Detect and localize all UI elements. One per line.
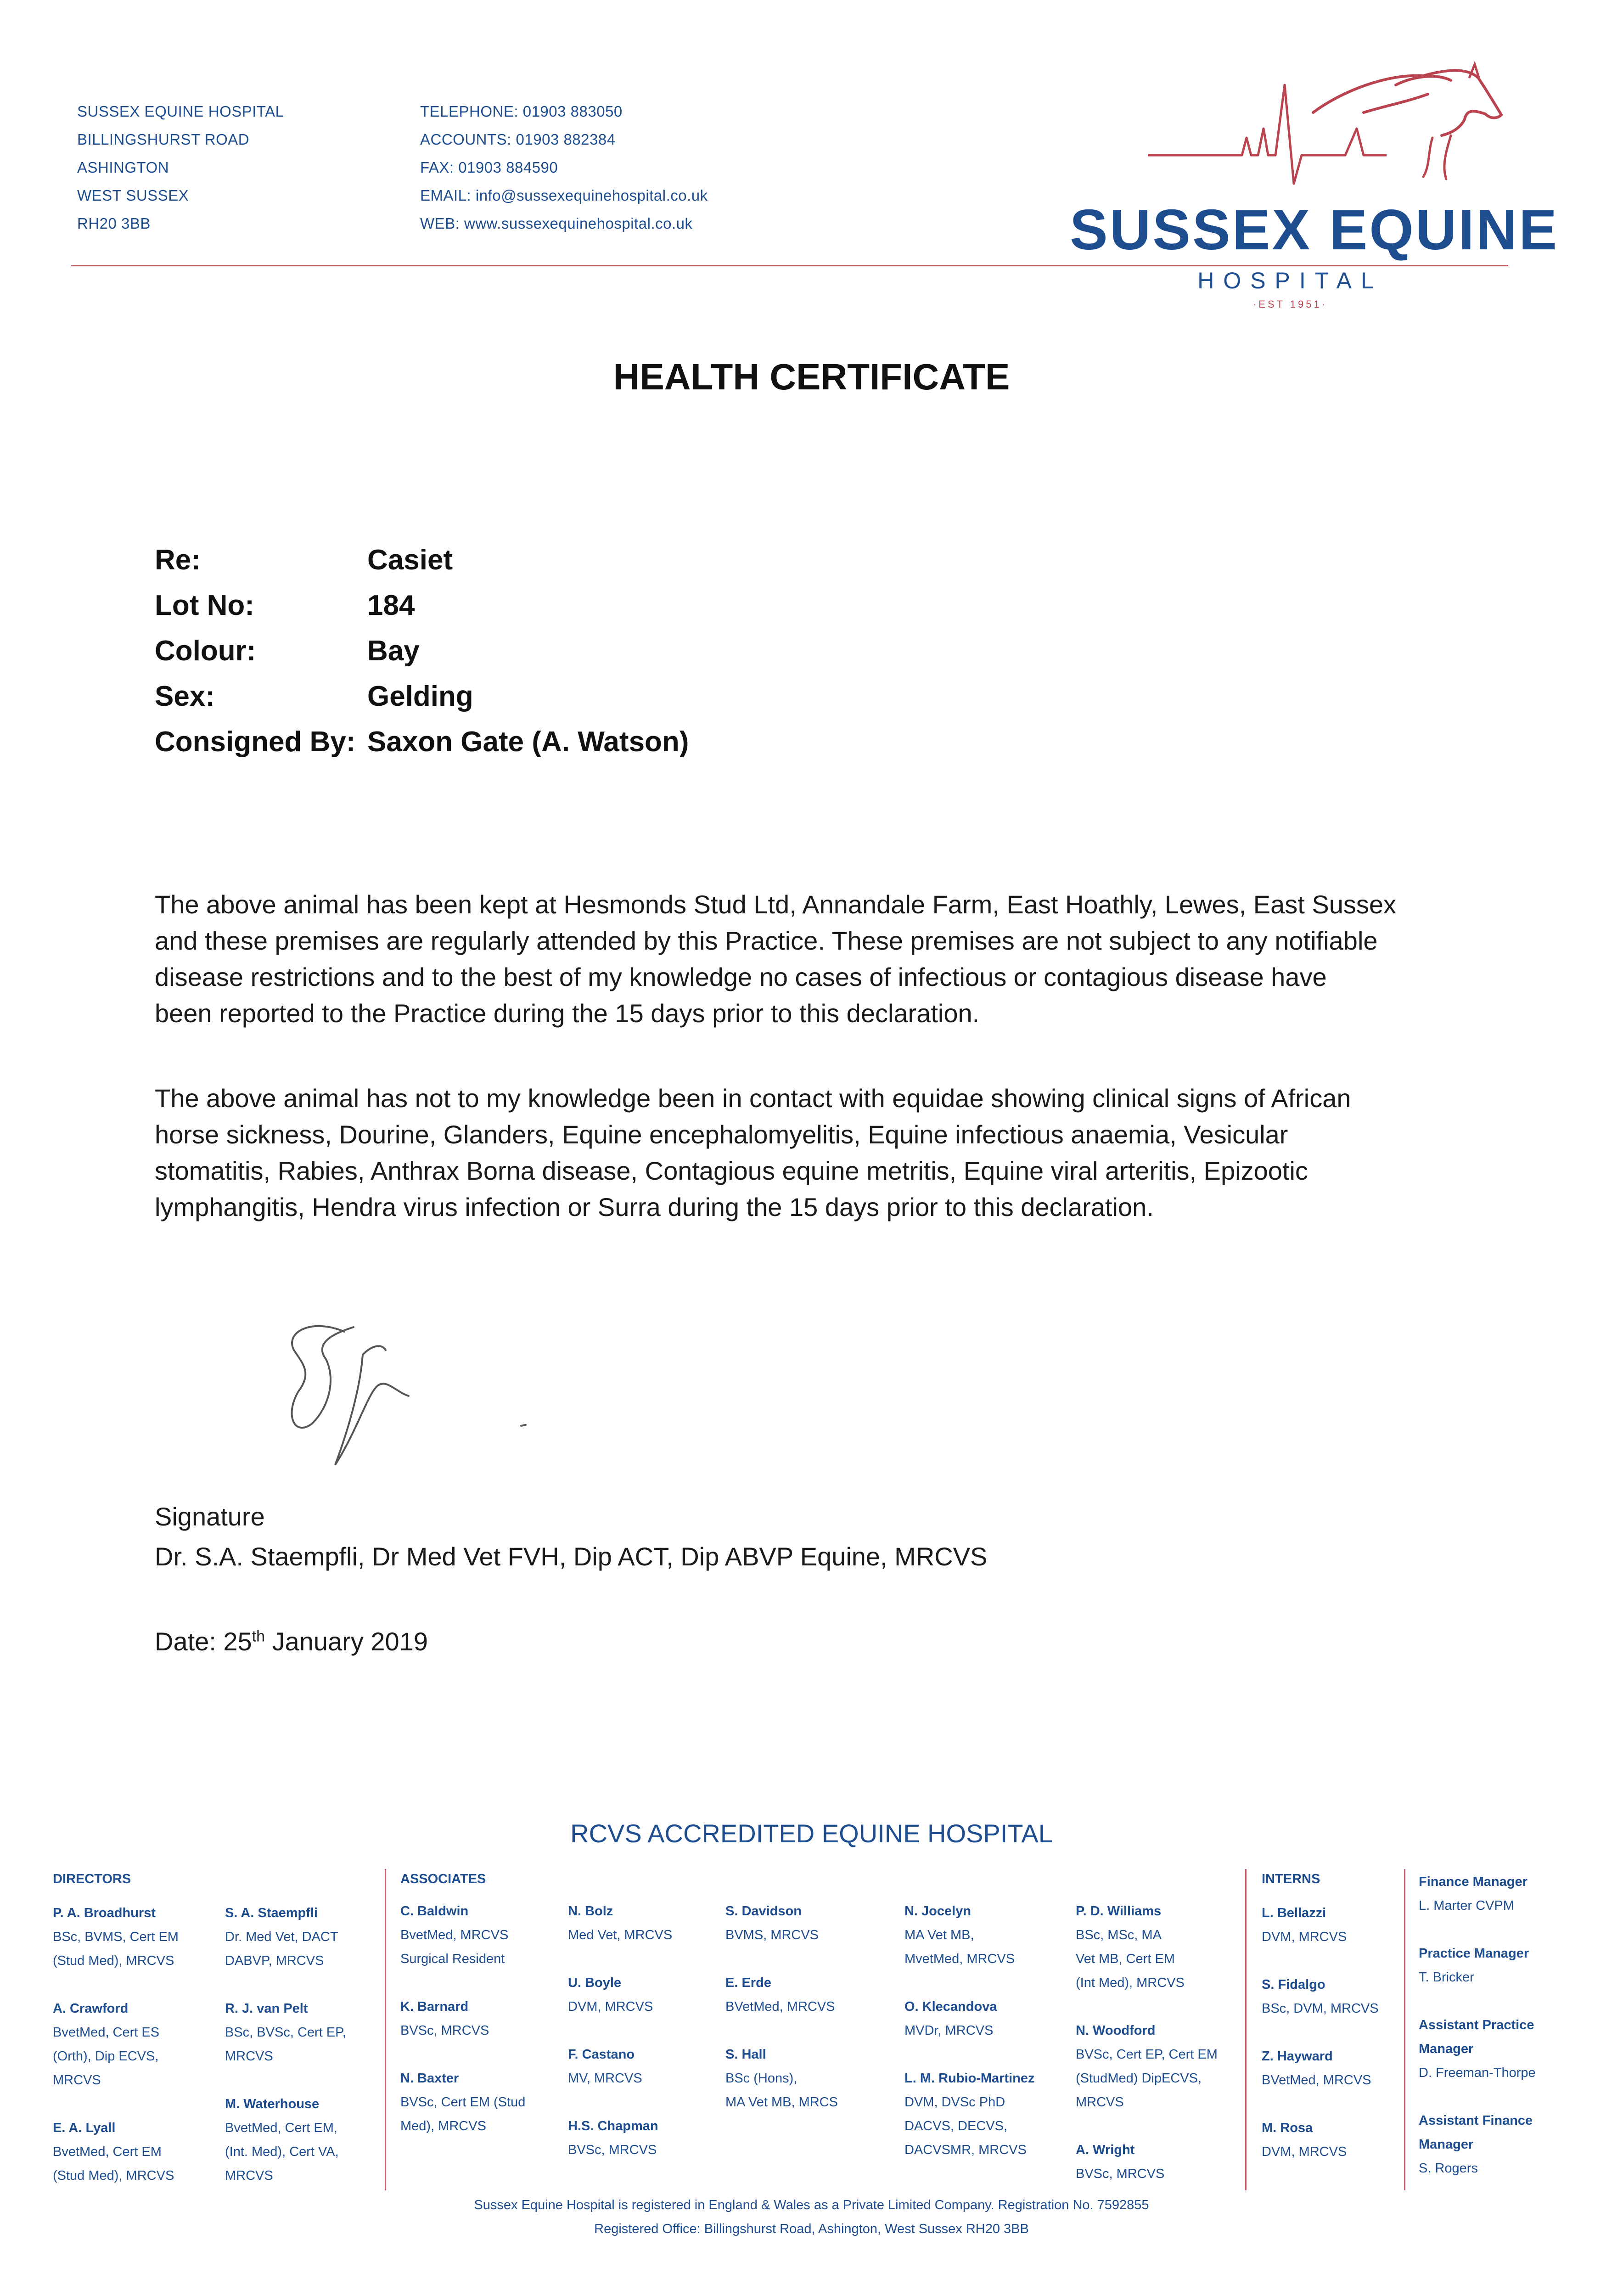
text-line: lymphangitis, Hendra virus infection or Surra during the 15 days prior to this declaration.	[155, 1193, 1154, 1221]
staff-qual: BVSc, MRCVS	[568, 2143, 657, 2157]
field-label: Lot No:	[155, 590, 254, 621]
staff-qual: MRCVS	[1076, 2095, 1124, 2110]
staff-qual: Med), MRCVS	[400, 2119, 486, 2133]
text-line: and these premises are regularly attended by this Practice. These premises are not subject to any notifiable	[155, 926, 1378, 955]
staff-qual: Med Vet, MRCVS	[568, 1928, 673, 1942]
field-row-lot	[155, 583, 689, 628]
staff-name: N. Woodford	[1076, 2023, 1156, 2038]
staff-name: R. J. van Pelt	[225, 2001, 308, 2016]
staff-qual: (StudMed) DipECVS,	[1076, 2071, 1202, 2086]
staff-qual: MRCVS	[225, 2049, 273, 2064]
staff-qual: (Stud Med), MRCVS	[53, 1953, 174, 1968]
staff-qual: MA Vet MB,	[904, 1928, 974, 1942]
date-suffix: January 2019	[265, 1627, 428, 1656]
text-line: disease restrictions and to the best of my knowledge no cases of infectious or contagious disease have	[155, 962, 1327, 991]
staff-name: Z. Hayward	[1262, 2049, 1333, 2064]
staff-column-associates-2	[568, 1899, 672, 2162]
staff-name: S. Hall	[725, 2047, 766, 2062]
contact-block	[420, 97, 708, 237]
staff-name: N. Bolz	[568, 1904, 613, 1919]
staff-qual: Dr. Med Vet, DACT	[225, 1930, 338, 1944]
staff-name: M. Waterhouse	[225, 2097, 320, 2111]
horse-heartbeat-logo-icon	[1148, 60, 1506, 207]
staff-column-associates-1	[400, 1899, 525, 2138]
hospital-address-block	[77, 97, 284, 237]
address-line: RH20 3BB	[77, 215, 151, 232]
field-label: Sex:	[155, 681, 215, 712]
staff-qual: BSc, MSc, MA	[1076, 1928, 1162, 1942]
column-divider	[1245, 1869, 1247, 2190]
telephone: TELEPHONE: 01903 883050	[420, 103, 623, 120]
staff-name: U. Boyle	[568, 1975, 622, 1990]
staff-column-associates-5	[1076, 1899, 1218, 2186]
staff-qual: MA Vet MB, MRCS	[725, 2095, 838, 2110]
text-line: The above animal has been kept at Hesmonds Stud Ltd, Annandale Farm, East Hoathly, Lewes, East Sussex	[155, 890, 1397, 919]
staff-qual: MRCVS	[225, 2168, 273, 2183]
field-value: Saxon Gate (A. Watson)	[367, 726, 689, 758]
handwritten-signature	[257, 1313, 542, 1520]
staff-column-directors-1	[53, 1901, 179, 2188]
staff-name: S. A. Staempfli	[225, 1906, 318, 1920]
staff-qual: MV, MRCVS	[568, 2071, 642, 2086]
header-divider	[71, 265, 1508, 266]
staff-qual: DVM, MRCVS	[568, 1999, 653, 2014]
associates-heading: ASSOCIATES	[400, 1872, 486, 1886]
staff-name: D. Freeman-Thorpe	[1419, 2065, 1536, 2080]
directors-heading: DIRECTORS	[53, 1872, 131, 1886]
staff-name: A. Crawford	[53, 2001, 129, 2016]
staff-qual: DVM, DVSc PhD	[904, 2095, 1005, 2110]
staff-name: L. Bellazzi	[1262, 1906, 1326, 1920]
staff-column-directors-2	[225, 1901, 346, 2188]
staff-qual: MvetMed, MRCVS	[904, 1952, 1015, 1966]
field-value: Casiet	[367, 544, 453, 576]
staff-qual: MRCVS	[53, 2073, 101, 2088]
staff-qual: BVSc, MRCVS	[400, 2023, 489, 2038]
staff-qual: DACVS, DECVS,	[904, 2119, 1007, 2133]
declaration-premises	[155, 886, 1486, 1031]
field-row-colour	[155, 628, 689, 674]
staff-qual: BVSc, MRCVS	[1076, 2167, 1165, 2181]
field-label: Consigned By:	[155, 726, 356, 758]
staff-qual: MVDr, MRCVS	[904, 2023, 994, 2038]
staff-column-associates-3	[725, 1899, 838, 2114]
staff-qual: BSc, BVSc, Cert EP,	[225, 2025, 346, 2040]
role-title: Manager	[1419, 2137, 1474, 2152]
role-title: Manager	[1419, 2042, 1474, 2056]
logo-wordmark: SUSSEX EQUINE	[1070, 198, 1559, 262]
signature-label: Signature	[155, 1502, 265, 1531]
staff-qual: Surgical Resident	[400, 1952, 505, 1966]
staff-qual: DACVSMR, MRCVS	[904, 2143, 1027, 2157]
staff-qual: BvetMed, Cert ES	[53, 2025, 160, 2040]
date	[155, 1626, 428, 1656]
staff-name: F. Castano	[568, 2047, 635, 2062]
column-divider	[1404, 1869, 1405, 2190]
staff-name: T. Bricker	[1419, 1970, 1474, 1985]
staff-name: E. Erde	[725, 1975, 771, 1990]
text-line: horse sickness, Dourine, Glanders, Equine encephalomyelitis, Equine infectious anaemia, Vesicular	[155, 1120, 1288, 1149]
staff-qual: BvetMed, MRCVS	[400, 1928, 509, 1942]
logo-subtitle: HOSPITAL	[1197, 268, 1383, 293]
staff-name: S. Rogers	[1419, 2161, 1478, 2176]
staff-name: P. A. Broadhurst	[53, 1906, 156, 1920]
staff-name: O. Klecandova	[904, 1999, 997, 2014]
staff-name: A. Wright	[1076, 2143, 1135, 2157]
staff-name: L. Marter CVPM	[1419, 1898, 1514, 1913]
staff-qual: BSc, DVM, MRCVS	[1262, 2001, 1379, 2016]
staff-column-management	[1419, 1870, 1536, 2180]
staff-qual: DVM, MRCVS	[1262, 2144, 1347, 2159]
field-value: Gelding	[367, 681, 473, 712]
staff-qual: BvetMed, Cert EM	[53, 2144, 162, 2159]
field-label: Colour:	[155, 635, 256, 667]
staff-qual: (Orth), Dip ECVS,	[53, 2049, 159, 2064]
staff-qual: (Int Med), MRCVS	[1076, 1975, 1185, 1990]
address-line: ASHINGTON	[77, 159, 169, 176]
animal-details	[155, 537, 689, 765]
text-line: been reported to the Practice during the 15 days prior to this declaration.	[155, 999, 980, 1028]
field-value: 184	[367, 590, 415, 621]
staff-qual: BVMS, MRCVS	[725, 1928, 819, 1942]
staff-qual: DABVP, MRCVS	[225, 1953, 324, 1968]
staff-qual: BSc (Hons),	[725, 2071, 797, 2086]
page-title: HEALTH CERTIFICATE	[613, 356, 1010, 397]
field-row-consigned	[155, 719, 689, 765]
text-line: The above animal has not to my knowledge been in contact with equidae showing clinical signs of African	[155, 1084, 1351, 1113]
address-line: WEST SUSSEX	[77, 187, 189, 204]
field-value: Bay	[367, 635, 420, 667]
staff-name: M. Rosa	[1262, 2121, 1313, 2135]
accounts-phone: ACCOUNTS: 01903 882384	[420, 131, 616, 148]
logo-established: ·EST 1951·	[1252, 298, 1328, 310]
field-row-re	[155, 537, 689, 583]
staff-name: E. A. Lyall	[53, 2121, 116, 2135]
text-line: stomatitis, Rabies, Anthrax Borna disease, Contagious equine metritis, Equine viral arteritis, Epizootic	[155, 1156, 1308, 1185]
fax: FAX: 01903 884590	[420, 159, 558, 176]
role-title: Finance Manager	[1419, 1874, 1528, 1889]
email: EMAIL: info@sussexequinehospital.co.uk	[420, 187, 708, 204]
field-row-sex	[155, 674, 689, 719]
staff-qual: Vet MB, Cert EM	[1076, 1952, 1175, 1966]
staff-qual: BVetMed, MRCVS	[1262, 2073, 1371, 2088]
legal-registration: Sussex Equine Hospital is registered in England & Wales as a Private Limited Company. Registration No. 7592855	[474, 2198, 1149, 2212]
staff-name: L. M. Rubio-Martinez	[904, 2071, 1035, 2086]
staff-name: H.S. Chapman	[568, 2119, 658, 2133]
staff-column-associates-4	[904, 1899, 1035, 2162]
staff-qual: DVM, MRCVS	[1262, 1930, 1347, 1944]
staff-name: N. Jocelyn	[904, 1904, 972, 1919]
staff-name: K. Barnard	[400, 1999, 469, 2014]
staff-qual: BSc, BVMS, Cert EM	[53, 1930, 179, 1944]
date-prefix: Date: 25	[155, 1627, 252, 1656]
legal-registered-office: Registered Office: Billingshurst Road, Ashington, West Sussex RH20 3BB	[594, 2222, 1029, 2236]
role-title: Assistant Finance	[1419, 2113, 1533, 2128]
rcvs-accreditation: RCVS ACCREDITED EQUINE HOSPITAL	[570, 1819, 1053, 1848]
staff-name: S. Davidson	[725, 1904, 802, 1919]
signer-name: Dr. S.A. Staempfli, Dr Med Vet FVH, Dip ACT, Dip ABVP Equine, MRCVS	[155, 1542, 988, 1571]
address-line: SUSSEX EQUINE HOSPITAL	[77, 103, 284, 120]
staff-qual: BVSc, Cert EM (Stud	[400, 2095, 526, 2110]
field-label: Re:	[155, 544, 201, 576]
website: WEB: www.sussexequinehospital.co.uk	[420, 215, 693, 232]
staff-qual: BVetMed, MRCVS	[725, 1999, 835, 2014]
interns-heading: INTERNS	[1262, 1872, 1320, 1886]
staff-qual: BVSc, Cert EP, Cert EM	[1076, 2047, 1218, 2062]
staff-qual: BvetMed, Cert EM,	[225, 2121, 337, 2135]
address-line: BILLINGSHURST ROAD	[77, 131, 250, 148]
staff-column-interns	[1262, 1901, 1379, 2164]
staff-name: P. D. Williams	[1076, 1904, 1162, 1919]
date-ordinal: th	[252, 1627, 265, 1645]
staff-qual: (Stud Med), MRCVS	[53, 2168, 174, 2183]
column-divider	[385, 1869, 386, 2190]
role-title: Practice Manager	[1419, 1946, 1529, 1961]
role-title: Assistant Practice	[1419, 2018, 1534, 2032]
staff-name: S. Fidalgo	[1262, 1977, 1325, 1992]
staff-name: C. Baldwin	[400, 1904, 469, 1919]
staff-qual: (Int. Med), Cert VA,	[225, 2144, 339, 2159]
staff-name: N. Baxter	[400, 2071, 459, 2086]
declaration-contact	[155, 1080, 1486, 1225]
